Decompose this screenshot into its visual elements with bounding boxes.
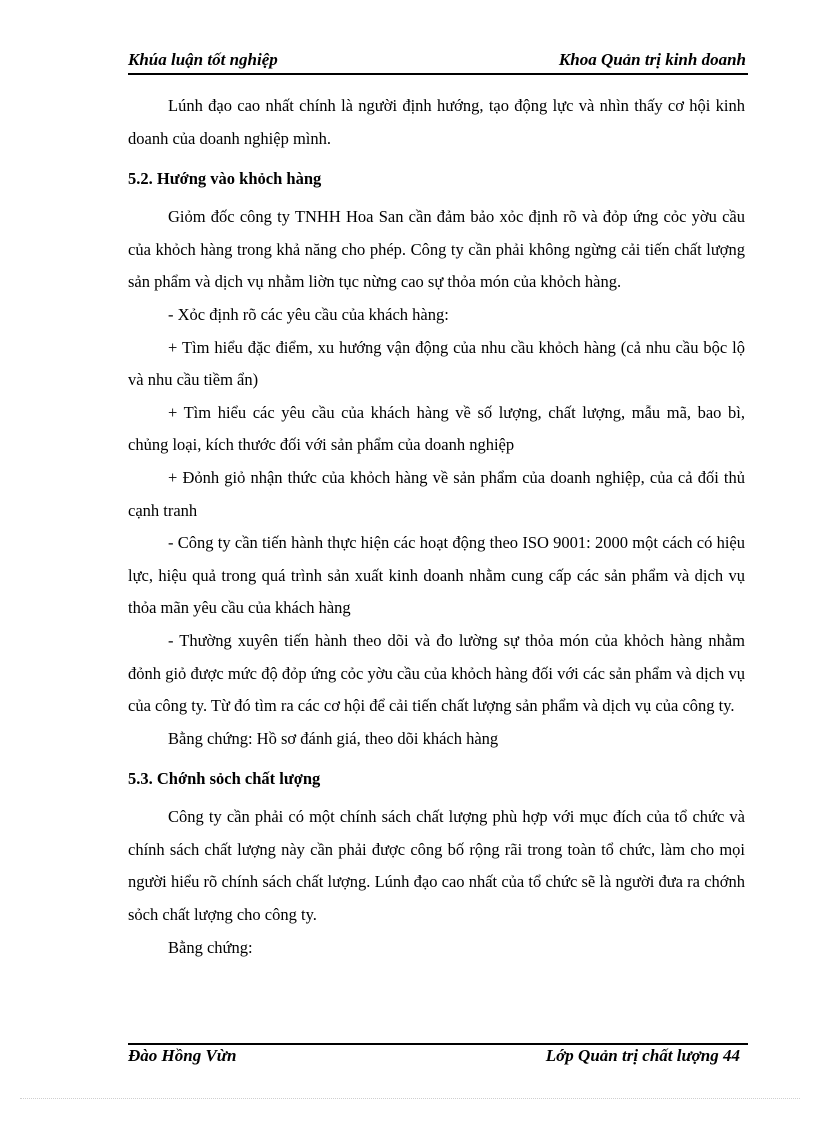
page-body [128,90,745,964]
paragraph: + Tìm hiểu đặc điểm, xu hướng vận động của nhu cầu khỏch hàng (cả nhu cầu bộc lộ và nhu cầu tiềm ẩn) [128,337,745,390]
paragraph-intro: Lúnh đạo cao nhất chính là người định hướng, tạo động lực và nhìn thấy cơ hội kinh doanh của doanh nghiệp mình. [128,96,745,148]
paragraph: + Tìm hiểu các yêu cầu của khách hàng về số lượng, chất lượng, mẫu mã, bao bì, chủng loại, kích thước đối với sản phẩm của doanh nghiệp [128,402,745,455]
paragraph: + Đỏnh giỏ nhận thức của khỏch hàng về sản phẩm của doanh nghiệp, của cả đối thủ cạnh tranh [128,467,745,520]
header-faculty: Khoa Quản trị kinh doanh [558,50,746,69]
paragraph: - Công ty cần tiến hành thực hiện các hoạt động theo ISO 9001: 2000 một cách có hiệu lực, hiệu quả trong quá trình sản xuất kinh doanh nhằm cung cấp các sản phẩm và dịch vụ thỏa mãn yêu cầu của khách hàng [128,533,745,618]
header-rule [128,73,748,75]
paragraph: - Thường xuyên tiến hành theo dõi và đo lường sự thỏa món của khỏch hàng nhằm đỏnh giỏ được mức độ đỏp ứng cỏc yờu cầu của khỏch hàng đối với các sản phẩm và dịch vụ của công ty. Từ đó tìm ra các cơ hội để cải tiến chất lượng sản phẩm và dịch vụ của công ty. [128,630,745,716]
header-thesis-title: Khúa luận tốt nghiệp [128,50,278,69]
heading-5-3: 5.3. Chớnh sỏch chất lượng [128,769,321,789]
paragraph: Giỏm đốc công ty TNHH Hoa San cần đảm bảo xỏc định rõ và đỏp ứng cỏc yờu cầu của khỏch hàng trong khả năng cho phép. Công ty cần phải không ngừng cải tiến chất lượng sản phẩm và dịch vụ nhằm liờn tục nừng cao sự thỏa món của khỏch hàng. [128,207,745,292]
paragraph: Bằng chứng: [168,937,253,957]
page-header [128,50,748,74]
footer-rule [128,1043,748,1045]
page-bottom-dotted-line [20,1098,800,1099]
page-footer [128,1046,748,1070]
paragraph: - Xỏc định rõ các yêu cầu của khách hàng: [168,304,449,324]
footer-author: Đào Hồng Vừn [128,1046,237,1065]
footer-class: Lớp Quản trị chất lượng 44 [545,1046,740,1065]
paragraph: Bằng chứng: Hồ sơ đánh giá, theo dõi khách hàng [168,728,499,748]
paragraph: Công ty cần phải có một chính sách chất lượng phù hợp với mục đích của tổ chức và chính sách chất lượng này cần phải được công bố rộng rãi trong toàn tổ chức, làm cho mọi người hiểu rõ chính sách chất lượng. Lúnh đạo cao nhất của tổ chức sẽ là người đưa ra chớnh sỏch chất lượng cho công ty. [128,807,745,925]
heading-5-2: 5.2. Hướng vào khỏch hàng [128,169,322,189]
